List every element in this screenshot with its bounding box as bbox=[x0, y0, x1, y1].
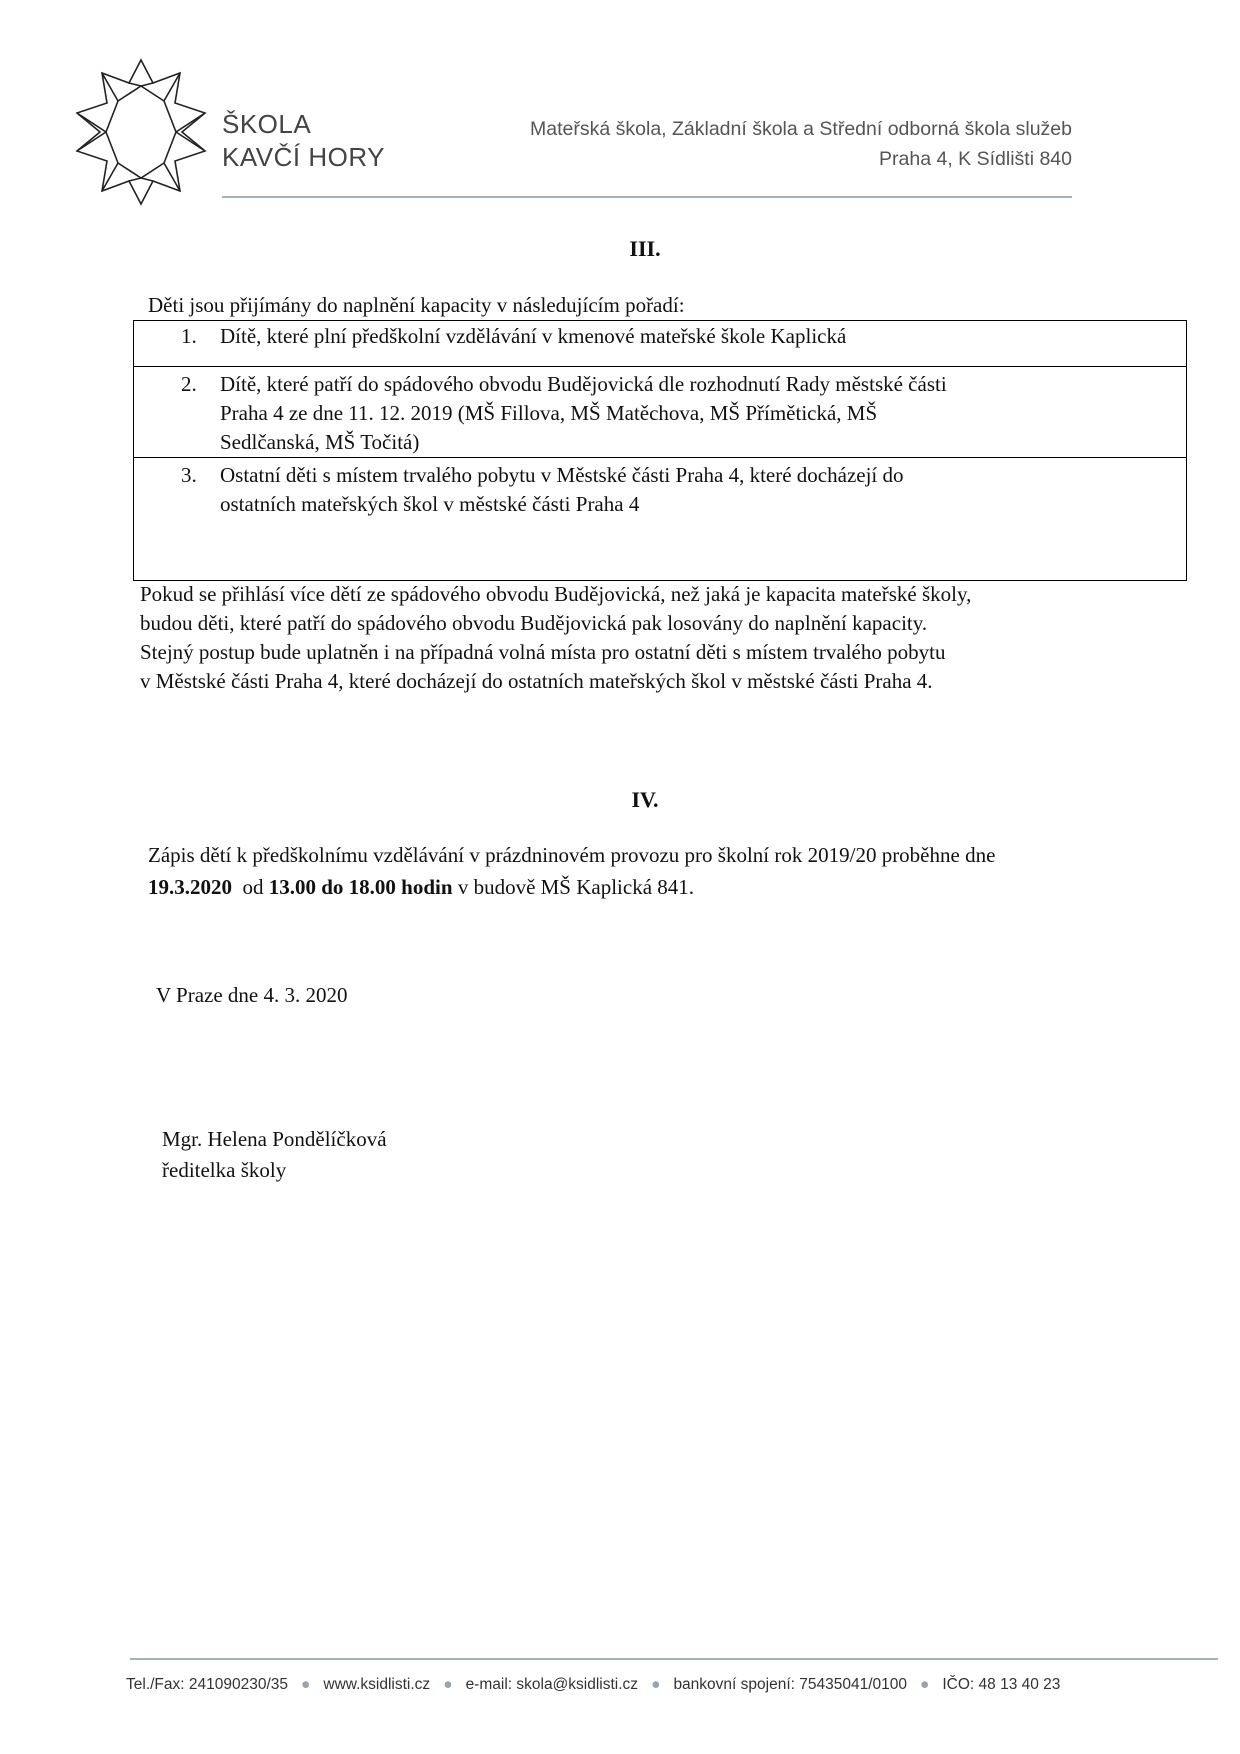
paragraph-line: Pokud se přihlásí více dětí ze spádového obvodu Budějovická, než jaká je kapacita mateřské školy, bbox=[140, 582, 972, 606]
footer-web-link[interactable]: www.ksidlisti.cz bbox=[323, 1676, 431, 1693]
logo-line-2: KAVČÍ HORY bbox=[222, 142, 385, 172]
paragraph-line: v Městské části Praha 4, které docházejí do ostatních mateřských škol v městské části Praha 4. bbox=[140, 669, 933, 693]
item-text: Dítě, které plní předškolní vzdělávání v kmenové mateřské škole Kaplická bbox=[220, 324, 847, 348]
table-row bbox=[134, 367, 1186, 458]
bullet-icon: ● bbox=[920, 1676, 930, 1693]
enrollment-from: od bbox=[242, 875, 264, 899]
table-row bbox=[134, 321, 1186, 367]
enrollment-time: 13.00 do 18.00 hodin bbox=[268, 875, 453, 899]
enrollment-date: 19.3.2020 bbox=[148, 875, 232, 899]
admission-order-table bbox=[133, 320, 1187, 581]
logo-text bbox=[222, 108, 385, 174]
place-and-date: V Praze dne 4. 3. 2020 bbox=[156, 983, 348, 1007]
paragraph-line: Stejný postup bude uplatněn i na případná volná místa pro ostatní děti s místem trvalého pobytu bbox=[140, 640, 946, 664]
signer-title: ředitelka školy bbox=[162, 1158, 287, 1182]
lottery-paragraph bbox=[140, 580, 971, 696]
bullet-icon: ● bbox=[651, 1676, 661, 1693]
header-divider bbox=[222, 196, 1072, 198]
school-logo-star-icon bbox=[70, 58, 212, 206]
footer-contact bbox=[126, 1676, 1226, 1694]
table-row bbox=[134, 458, 1186, 580]
enrollment-text bbox=[148, 839, 995, 903]
paragraph-line: budou děti, které patří do spádového obvodu Budějovická pak losovány do naplnění kapacity. bbox=[140, 611, 928, 635]
section-3-intro: Děti jsou přijímány do naplnění kapacity v následujícím pořadí: bbox=[148, 293, 685, 317]
signer-name: Mgr. Helena Pondělíčková bbox=[162, 1127, 387, 1151]
item-number: 3. bbox=[181, 463, 197, 487]
footer-bank: bankovní spojení: 75435041/0100 bbox=[673, 1676, 907, 1693]
school-name: Mateřská škola, Základní škola a Střední odborná škola služeb bbox=[530, 118, 1072, 140]
item-text: Praha 4 ze dne 11. 12. 2019 (MŠ Fillova, MŠ Matěchova, MŠ Přímětická, MŠ bbox=[220, 401, 878, 425]
bullet-icon: ● bbox=[443, 1676, 453, 1693]
enrollment-line-1: Zápis dětí k předškolnímu vzdělávání v prázdninovém provozu pro školní rok 2019/20 proběhne dne bbox=[148, 843, 996, 867]
item-text: Dítě, které patří do spádového obvodu Budějovická dle rozhodnutí Rady městské části bbox=[220, 372, 947, 396]
enrollment-location: v budově MŠ Kaplická 841. bbox=[457, 875, 695, 899]
footer-divider bbox=[130, 1658, 1218, 1660]
item-number: 2. bbox=[181, 372, 197, 396]
item-number: 1. bbox=[181, 324, 197, 348]
bullet-icon: ● bbox=[301, 1676, 311, 1693]
item-text: ostatních mateřských škol v městské části Praha 4 bbox=[220, 492, 640, 516]
footer-email[interactable]: e-mail: skola@ksidlisti.cz bbox=[465, 1676, 639, 1693]
enrollment-line-2 bbox=[148, 871, 995, 903]
item-text: Sedlčanská, MŠ Točitá) bbox=[220, 430, 420, 454]
section-3-heading: III. bbox=[629, 236, 661, 261]
item-text: Ostatní děti s místem trvalého pobytu v Městské části Praha 4, které docházejí do bbox=[220, 463, 904, 487]
logo-line-1: ŠKOLA bbox=[222, 109, 312, 139]
footer-ico: IČO: 48 13 40 23 bbox=[942, 1676, 1061, 1693]
footer-phone: Tel./Fax: 241090230/35 bbox=[126, 1676, 289, 1693]
school-address: Praha 4, K Sídlišti 840 bbox=[879, 148, 1072, 170]
section-4-heading: IV. bbox=[631, 787, 659, 812]
signature-block bbox=[162, 1124, 387, 1186]
